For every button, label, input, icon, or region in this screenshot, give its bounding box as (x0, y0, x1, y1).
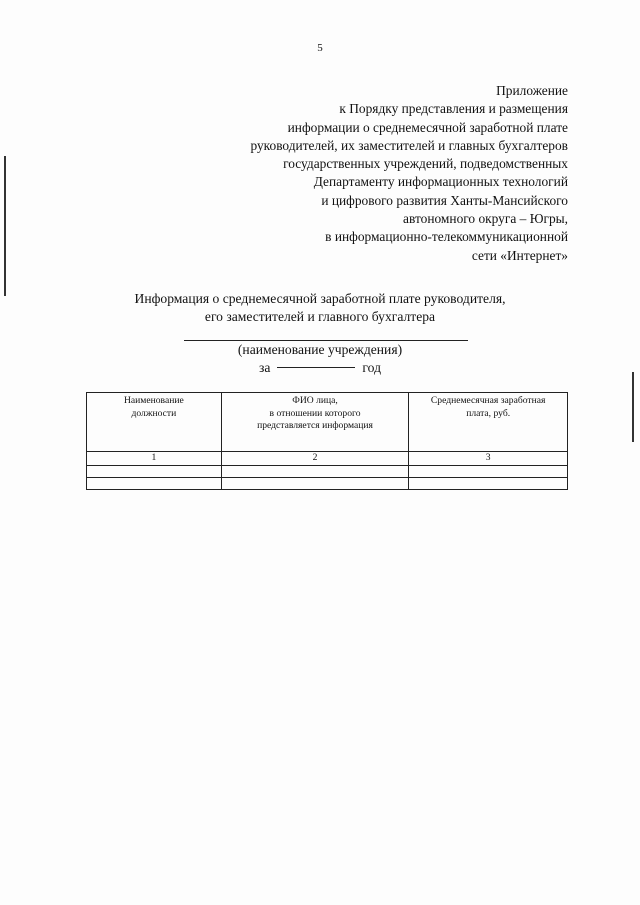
year-suffix: год (362, 360, 381, 375)
table-cell (409, 465, 568, 477)
appendix-block (148, 82, 568, 265)
table-cell (87, 465, 222, 477)
appendix-line: Приложение (496, 83, 568, 98)
table-row (87, 465, 568, 477)
header-person-line: ФИО лица, (292, 395, 338, 406)
document-title (80, 290, 560, 326)
appendix-line: и цифрового развития Ханты-Мансийского (321, 192, 568, 208)
scan-margin-mark-right (632, 372, 634, 442)
institution-caption: (наименование учреждения) (237, 342, 403, 357)
appendix-line: в информационно-телекоммуникационной (325, 229, 568, 245)
year-prefix: за (259, 360, 271, 375)
table-number-row (87, 452, 568, 466)
appendix-line: руководителей, их заместителей и главных бухгалтеров (250, 137, 568, 153)
table-cell (221, 477, 409, 489)
appendix-line: к Порядку представления и размещения (339, 101, 568, 117)
table-cell (87, 477, 222, 489)
table-cell (409, 477, 568, 489)
header-salary (409, 393, 568, 452)
year-line (80, 360, 560, 376)
header-salary-line: плата, руб. (466, 407, 511, 419)
year-blank (277, 367, 355, 368)
scan-margin-mark-left (4, 156, 6, 296)
header-position (87, 393, 222, 452)
column-number: 2 (221, 452, 409, 466)
header-position-line: Наименование (123, 395, 184, 406)
salary-table (86, 392, 568, 490)
appendix-line: Департаменту информационных технологий (313, 174, 568, 190)
title-line-1: Информация о среднемесячной заработной плате руководителя, (134, 291, 506, 306)
header-salary-line: Среднемесячная заработная (430, 395, 546, 406)
header-person-line: в отношении которого (269, 407, 361, 419)
table-cell (221, 465, 409, 477)
appendix-line: государственных учреждений, подведомственных (283, 156, 568, 172)
header-position-line: должности (131, 407, 177, 419)
header-person-line: представляется информация (257, 420, 373, 432)
column-number: 3 (409, 452, 568, 466)
table-row (87, 477, 568, 489)
institution-blank-line (184, 340, 468, 341)
column-number: 1 (87, 452, 222, 466)
appendix-line: сети «Интернет» (471, 247, 568, 263)
appendix-line: информации о среднемесячной заработной плате (287, 119, 568, 135)
header-person (221, 393, 409, 452)
title-line-2: его заместителей и главного бухгалтера (204, 309, 436, 324)
appendix-line: автономного округа – Югры, (403, 211, 568, 227)
page-number: 5 (317, 42, 323, 54)
table-header-row (87, 393, 568, 452)
